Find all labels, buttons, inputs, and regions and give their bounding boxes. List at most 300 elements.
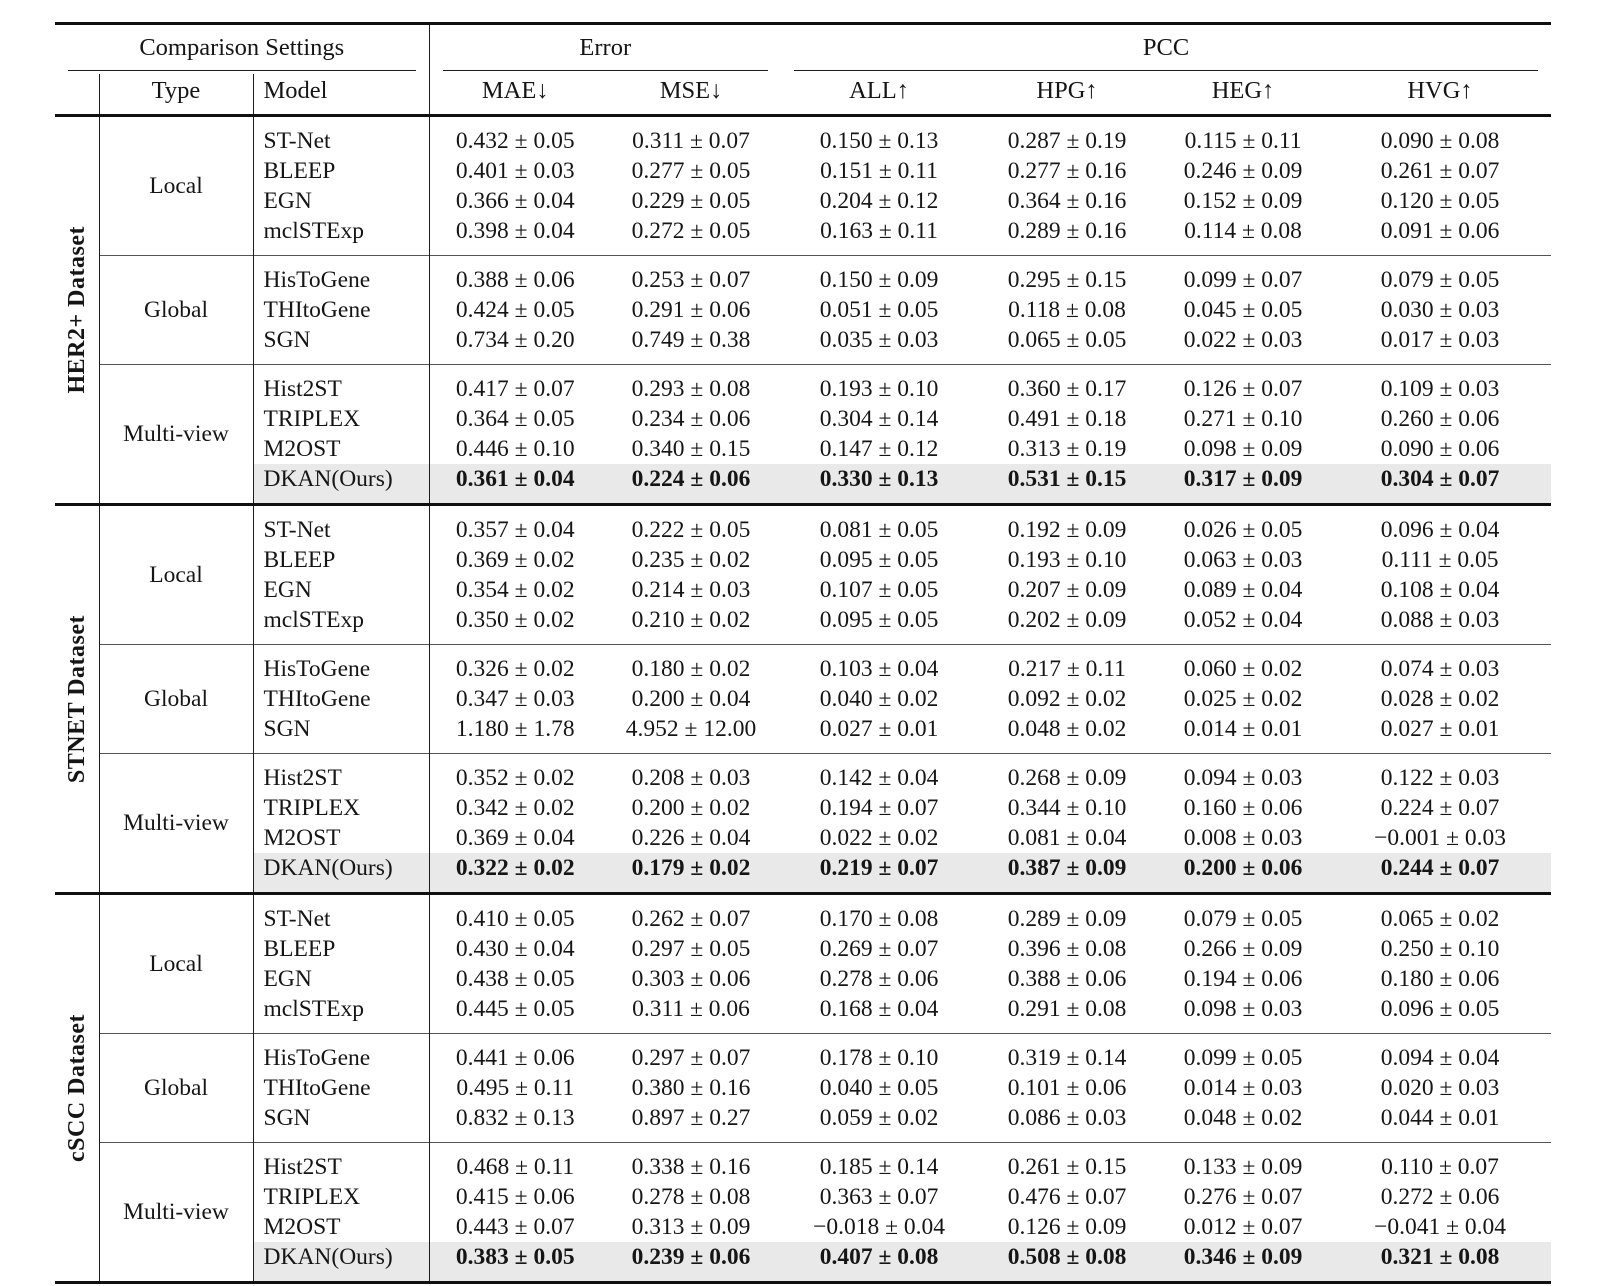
- value-cell: 0.443 ± 0.07: [429, 1212, 601, 1242]
- value-cell: 0.224 ± 0.07: [1380, 795, 1500, 821]
- value-cell: 0.114 ± 0.08: [1184, 218, 1302, 244]
- type-cell: Local: [99, 894, 253, 1034]
- type-cell: Local: [99, 505, 253, 645]
- results-table: [55, 22, 1551, 1284]
- header-error: Error: [429, 24, 781, 67]
- value-cell: 0.079 ± 0.05: [1183, 906, 1303, 932]
- value-cell: 0.217 ± 0.11: [977, 645, 1157, 685]
- value-cell: 0.396 ± 0.08: [1007, 936, 1127, 962]
- value-cell: 0.239 ± 0.06: [601, 1242, 781, 1283]
- value-cell: 0.388 ± 0.06: [1007, 966, 1127, 992]
- value-cell: 0.246 ± 0.09: [1183, 158, 1303, 184]
- value-cell: 0.214 ± 0.03: [631, 577, 751, 603]
- value-cell: 0.415 ± 0.06: [429, 1182, 601, 1212]
- dataset-section: [55, 505, 1551, 894]
- result-row: [55, 1034, 1551, 1074]
- value-cell: 0.111 ± 0.05: [1381, 547, 1499, 573]
- value-cell: 0.266 ± 0.09: [1183, 936, 1303, 962]
- value-cell: 0.086 ± 0.03: [1007, 1105, 1127, 1131]
- value-cell: 0.289 ± 0.09: [1007, 906, 1127, 932]
- dataset-label: STNET Dataset: [63, 614, 90, 784]
- value-cell: 0.096 ± 0.04: [1380, 517, 1500, 543]
- value-cell: 0.303 ± 0.06: [631, 966, 751, 992]
- value-cell: 0.030 ± 0.03: [1380, 297, 1500, 323]
- model-cell: mclSTExp: [263, 996, 365, 1022]
- value-cell: 0.200 ± 0.04: [631, 686, 751, 712]
- model-cell: THItoGene: [263, 686, 371, 712]
- result-row: [55, 186, 1551, 216]
- value-cell: 0.028 ± 0.02: [1380, 686, 1500, 712]
- value-cell: 0.268 ± 0.09: [977, 754, 1157, 794]
- value-cell: −0.018 ± 0.04: [813, 1214, 945, 1240]
- value-cell: −0.001 ± 0.03: [1374, 825, 1506, 851]
- value-cell: 0.089 ± 0.04: [1183, 577, 1303, 603]
- value-cell: 0.321 ± 0.08: [1329, 1242, 1551, 1283]
- value-cell: 0.022 ± 0.03: [1183, 327, 1303, 353]
- result-row: [55, 714, 1551, 754]
- header-hvg: HVG↑: [1407, 77, 1473, 104]
- value-cell: 0.063 ± 0.03: [1183, 547, 1303, 573]
- value-cell: 0.133 ± 0.09: [1157, 1143, 1329, 1183]
- value-cell: 0.311 ± 0.06: [632, 996, 750, 1022]
- result-row: [55, 894, 1551, 935]
- result-row: [55, 404, 1551, 434]
- result-row: [55, 256, 1551, 296]
- value-cell: 0.401 ± 0.03: [429, 156, 601, 186]
- dataset-section: [55, 894, 1551, 1283]
- value-cell: 0.110 ± 0.07: [1329, 1143, 1551, 1183]
- value-cell: 0.342 ± 0.02: [429, 793, 601, 823]
- value-cell: 0.311 ± 0.07: [632, 128, 750, 154]
- model-cell: EGN: [263, 577, 312, 603]
- model-cell: THItoGene: [263, 1075, 371, 1101]
- value-cell: 0.347 ± 0.03: [429, 684, 601, 714]
- result-row: [55, 216, 1551, 256]
- value-cell: 0.020 ± 0.03: [1380, 1075, 1500, 1101]
- result-row: [55, 1103, 1551, 1143]
- value-cell: 0.363 ± 0.07: [819, 1184, 939, 1210]
- result-row: [55, 1073, 1551, 1103]
- midrule-pcc: [781, 66, 1551, 74]
- value-cell: 0.226 ± 0.04: [631, 825, 751, 851]
- value-cell: 0.261 ± 0.15: [977, 1143, 1157, 1183]
- value-cell: 0.495 ± 0.11: [429, 1073, 601, 1103]
- value-cell: 0.045 ± 0.05: [1183, 297, 1303, 323]
- value-cell: 0.115 ± 0.11: [1184, 128, 1302, 154]
- value-cell: 0.095 ± 0.05: [819, 547, 939, 573]
- result-row: [55, 156, 1551, 186]
- value-cell: 0.734 ± 0.20: [429, 325, 601, 365]
- highlighted-result-row: [55, 1242, 1551, 1283]
- value-cell: 0.438 ± 0.05: [429, 964, 601, 994]
- result-row: [55, 934, 1551, 964]
- value-cell: 0.090 ± 0.08: [1380, 128, 1500, 154]
- value-cell: 0.424 ± 0.05: [429, 295, 601, 325]
- value-cell: 0.027 ± 0.01: [819, 716, 939, 742]
- value-cell: 0.150 ± 0.09: [781, 256, 977, 296]
- value-cell: 0.297 ± 0.07: [601, 1034, 781, 1074]
- value-cell: 0.179 ± 0.02: [601, 853, 781, 894]
- value-cell: 0.098 ± 0.03: [1183, 996, 1303, 1022]
- value-cell: 0.383 ± 0.05: [429, 1242, 601, 1283]
- model-cell: Hist2ST: [253, 365, 429, 405]
- value-cell: 0.178 ± 0.10: [781, 1034, 977, 1074]
- value-cell: 0.025 ± 0.02: [1183, 686, 1303, 712]
- result-row: [55, 684, 1551, 714]
- value-cell: 0.180 ± 0.06: [1380, 966, 1500, 992]
- result-row: [55, 1182, 1551, 1212]
- value-cell: 0.508 ± 0.08: [977, 1242, 1157, 1283]
- value-cell: 0.095 ± 0.05: [819, 607, 939, 633]
- value-cell: 0.044 ± 0.01: [1380, 1105, 1500, 1131]
- value-cell: 0.193 ± 0.10: [781, 365, 977, 405]
- value-cell: 0.035 ± 0.03: [819, 327, 939, 353]
- value-cell: 0.326 ± 0.02: [429, 645, 601, 685]
- value-cell: 0.410 ± 0.05: [429, 894, 601, 935]
- value-cell: 0.052 ± 0.04: [1183, 607, 1303, 633]
- value-cell: 0.277 ± 0.05: [631, 158, 751, 184]
- model-cell: DKAN(Ours): [253, 853, 429, 894]
- header-mse: MSE↓: [659, 77, 723, 104]
- value-cell: 0.126 ± 0.09: [1007, 1214, 1127, 1240]
- value-cell: 0.244 ± 0.07: [1329, 853, 1551, 894]
- value-cell: 0.222 ± 0.05: [631, 517, 751, 543]
- dataset-section: [55, 116, 1551, 505]
- value-cell: 0.103 ± 0.04: [781, 645, 977, 685]
- value-cell: 0.322 ± 0.02: [429, 853, 601, 894]
- midrule-error: [429, 66, 781, 74]
- value-cell: 0.094 ± 0.04: [1329, 1034, 1551, 1074]
- value-cell: 0.091 ± 0.06: [1380, 218, 1500, 244]
- value-cell: 0.491 ± 0.18: [1007, 406, 1127, 432]
- midrule-comparison: [55, 66, 429, 74]
- value-cell: 0.040 ± 0.05: [819, 1075, 939, 1101]
- value-cell: 0.272 ± 0.05: [631, 218, 751, 244]
- value-cell: 0.224 ± 0.06: [601, 464, 781, 505]
- value-cell: 0.204 ± 0.12: [819, 188, 939, 214]
- value-cell: 0.194 ± 0.06: [1183, 966, 1303, 992]
- value-cell: 0.059 ± 0.02: [819, 1105, 939, 1131]
- value-cell: 0.289 ± 0.16: [1007, 218, 1127, 244]
- value-cell: 0.168 ± 0.04: [819, 996, 939, 1022]
- model-cell: DKAN(Ours): [253, 1242, 429, 1283]
- model-cell: TRIPLEX: [263, 406, 361, 432]
- type-cell: Global: [99, 1034, 253, 1143]
- value-cell: 0.094 ± 0.03: [1157, 754, 1329, 794]
- value-cell: 0.040 ± 0.02: [819, 686, 939, 712]
- value-cell: 0.269 ± 0.07: [819, 936, 939, 962]
- table-header: [55, 24, 1551, 116]
- value-cell: 0.060 ± 0.02: [1157, 645, 1329, 685]
- midrule-line: [68, 70, 416, 71]
- value-cell: 0.170 ± 0.08: [819, 906, 939, 932]
- value-cell: 0.317 ± 0.09: [1157, 464, 1329, 505]
- header-dataset-spacer: [55, 74, 99, 116]
- value-cell: 0.090 ± 0.06: [1380, 436, 1500, 462]
- value-cell: 0.271 ± 0.10: [1183, 406, 1303, 432]
- header-midrule-row: [55, 66, 1551, 74]
- value-cell: 0.291 ± 0.06: [631, 297, 751, 323]
- header-group-row: [55, 24, 1551, 67]
- value-cell: 0.014 ± 0.03: [1183, 1075, 1303, 1101]
- value-cell: 0.099 ± 0.07: [1157, 256, 1329, 296]
- value-cell: 0.369 ± 0.02: [429, 545, 601, 575]
- header-pcc: PCC: [1142, 34, 1190, 61]
- value-cell: 0.832 ± 0.13: [429, 1103, 601, 1143]
- value-cell: 0.441 ± 0.06: [429, 1034, 601, 1074]
- value-cell: 0.360 ± 0.17: [977, 365, 1157, 405]
- dataset-label-cell: [55, 116, 99, 505]
- value-cell: 0.048 ± 0.02: [1183, 1105, 1303, 1131]
- value-cell: 0.109 ± 0.03: [1329, 365, 1551, 405]
- result-row: [55, 645, 1551, 685]
- header-all: ALL↑: [849, 77, 909, 104]
- value-cell: 0.354 ± 0.02: [429, 575, 601, 605]
- type-cell: Multi-view: [99, 365, 253, 505]
- value-cell: 0.304 ± 0.14: [819, 406, 939, 432]
- model-cell: M2OST: [263, 436, 341, 462]
- value-cell: 0.445 ± 0.05: [429, 994, 601, 1034]
- value-cell: 0.261 ± 0.07: [1380, 158, 1500, 184]
- value-cell: 0.260 ± 0.06: [1380, 406, 1500, 432]
- value-cell: 0.120 ± 0.05: [1380, 188, 1500, 214]
- value-cell: 0.446 ± 0.10: [429, 434, 601, 464]
- value-cell: 0.122 ± 0.03: [1329, 754, 1551, 794]
- value-cell: 0.180 ± 0.02: [601, 645, 781, 685]
- value-cell: 0.304 ± 0.07: [1329, 464, 1551, 505]
- value-cell: 0.897 ± 0.27: [631, 1105, 751, 1131]
- value-cell: 0.099 ± 0.05: [1157, 1034, 1329, 1074]
- result-row: [55, 1143, 1551, 1183]
- value-cell: 0.126 ± 0.07: [1157, 365, 1329, 405]
- value-cell: 0.350 ± 0.02: [429, 605, 601, 645]
- header-type: Type: [99, 74, 253, 116]
- value-cell: 0.352 ± 0.02: [429, 754, 601, 794]
- result-row: [55, 365, 1551, 405]
- result-row: [55, 116, 1551, 157]
- model-cell: ST-Net: [263, 517, 331, 543]
- model-cell: THItoGene: [263, 297, 371, 323]
- value-cell: 0.208 ± 0.03: [601, 754, 781, 794]
- result-row: [55, 964, 1551, 994]
- value-cell: 0.407 ± 0.08: [781, 1242, 977, 1283]
- value-cell: 0.092 ± 0.02: [1007, 686, 1127, 712]
- value-cell: 0.017 ± 0.03: [1380, 327, 1500, 353]
- value-cell: 0.262 ± 0.07: [631, 906, 751, 932]
- result-row: [55, 434, 1551, 464]
- value-cell: 0.291 ± 0.08: [1007, 996, 1127, 1022]
- value-cell: −0.041 ± 0.04: [1374, 1214, 1506, 1240]
- value-cell: 0.287 ± 0.19: [1007, 128, 1127, 154]
- model-cell: BLEEP: [263, 158, 336, 184]
- model-cell: TRIPLEX: [263, 1184, 361, 1210]
- dataset-label: cSCC Dataset: [63, 1014, 90, 1162]
- header-columns-row: [55, 74, 1551, 116]
- value-cell: 0.160 ± 0.06: [1183, 795, 1303, 821]
- result-row: [55, 545, 1551, 575]
- header-hpg: HPG↑: [1036, 77, 1098, 104]
- model-cell: HisToGene: [253, 645, 429, 685]
- value-cell: 0.079 ± 0.05: [1329, 256, 1551, 296]
- value-cell: 0.330 ± 0.13: [781, 464, 977, 505]
- model-cell: ST-Net: [263, 906, 331, 932]
- model-cell: DKAN(Ours): [253, 464, 429, 505]
- type-cell: Local: [99, 116, 253, 256]
- value-cell: 0.193 ± 0.10: [1007, 547, 1127, 573]
- value-cell: 0.276 ± 0.07: [1183, 1184, 1303, 1210]
- value-cell: 0.340 ± 0.15: [631, 436, 751, 462]
- value-cell: 0.008 ± 0.03: [1183, 825, 1303, 851]
- type-cell: Global: [99, 256, 253, 365]
- model-cell: ST-Net: [263, 128, 331, 154]
- value-cell: 0.081 ± 0.04: [1007, 825, 1127, 851]
- value-cell: 0.369 ± 0.04: [429, 823, 601, 853]
- value-cell: 0.346 ± 0.09: [1157, 1242, 1329, 1283]
- value-cell: 0.108 ± 0.04: [1380, 577, 1500, 603]
- model-cell: mclSTExp: [263, 218, 365, 244]
- result-row: [55, 505, 1551, 546]
- model-cell: Hist2ST: [253, 754, 429, 794]
- value-cell: 0.219 ± 0.07: [781, 853, 977, 894]
- value-cell: 0.207 ± 0.09: [1007, 577, 1127, 603]
- header-comparison-settings: Comparison Settings: [139, 34, 345, 61]
- value-cell: 0.417 ± 0.07: [429, 365, 601, 405]
- model-cell: SGN: [263, 1105, 311, 1131]
- value-cell: 0.253 ± 0.07: [601, 256, 781, 296]
- header-heg: HEG↑: [1211, 77, 1275, 104]
- model-cell: TRIPLEX: [263, 795, 361, 821]
- value-cell: 0.361 ± 0.04: [429, 464, 601, 505]
- value-cell: 0.234 ± 0.06: [631, 406, 751, 432]
- dataset-label-cell: [55, 505, 99, 894]
- value-cell: 0.147 ± 0.12: [819, 436, 939, 462]
- value-cell: 0.364 ± 0.16: [1007, 188, 1127, 214]
- value-cell: 0.235 ± 0.02: [631, 547, 751, 573]
- value-cell: 0.151 ± 0.11: [820, 158, 938, 184]
- value-cell: 0.026 ± 0.05: [1183, 517, 1303, 543]
- value-cell: 0.012 ± 0.07: [1183, 1214, 1303, 1240]
- value-cell: 0.278 ± 0.08: [631, 1184, 751, 1210]
- value-cell: 0.388 ± 0.06: [429, 256, 601, 296]
- value-cell: 0.297 ± 0.05: [631, 936, 751, 962]
- result-row: [55, 295, 1551, 325]
- model-cell: mclSTExp: [263, 607, 365, 633]
- value-cell: 0.014 ± 0.01: [1183, 716, 1303, 742]
- value-cell: 0.295 ± 0.15: [977, 256, 1157, 296]
- model-cell: BLEEP: [263, 547, 336, 573]
- value-cell: 0.107 ± 0.05: [819, 577, 939, 603]
- value-cell: 0.398 ± 0.04: [429, 216, 601, 256]
- model-cell: M2OST: [263, 825, 341, 851]
- value-cell: 0.152 ± 0.09: [1183, 188, 1303, 214]
- result-row: [55, 754, 1551, 794]
- value-cell: 0.065 ± 0.05: [1007, 327, 1127, 353]
- value-cell: 1.180 ± 1.78: [429, 714, 601, 754]
- result-row: [55, 325, 1551, 365]
- header-model: Model: [263, 77, 328, 104]
- value-cell: 0.065 ± 0.02: [1380, 906, 1500, 932]
- result-row: [55, 575, 1551, 605]
- header-mae: MAE↓: [429, 74, 601, 116]
- result-row: [55, 1212, 1551, 1242]
- type-cell: Multi-view: [99, 1143, 253, 1283]
- value-cell: 0.118 ± 0.08: [1008, 297, 1126, 323]
- model-cell: EGN: [263, 188, 312, 214]
- value-cell: 0.468 ± 0.11: [429, 1143, 601, 1183]
- value-cell: 0.088 ± 0.03: [1380, 607, 1500, 633]
- value-cell: 0.277 ± 0.16: [1007, 158, 1127, 184]
- value-cell: 0.749 ± 0.38: [631, 327, 751, 353]
- value-cell: 0.150 ± 0.13: [819, 128, 939, 154]
- value-cell: 0.101 ± 0.06: [1007, 1075, 1127, 1101]
- value-cell: 0.313 ± 0.09: [631, 1214, 751, 1240]
- value-cell: 0.250 ± 0.10: [1380, 936, 1500, 962]
- model-cell: HisToGene: [253, 1034, 429, 1074]
- value-cell: 0.344 ± 0.10: [1007, 795, 1127, 821]
- midrule-line: [794, 70, 1538, 71]
- value-cell: 0.022 ± 0.02: [819, 825, 939, 851]
- value-cell: 0.364 ± 0.05: [429, 404, 601, 434]
- value-cell: 0.432 ± 0.05: [429, 116, 601, 157]
- value-cell: 0.192 ± 0.09: [1007, 517, 1127, 543]
- value-cell: 0.278 ± 0.06: [819, 966, 939, 992]
- value-cell: 0.185 ± 0.14: [781, 1143, 977, 1183]
- value-cell: 0.202 ± 0.09: [1007, 607, 1127, 633]
- dataset-label: HER2+ Dataset: [63, 226, 90, 394]
- model-cell: HisToGene: [253, 256, 429, 296]
- value-cell: 0.081 ± 0.05: [819, 517, 939, 543]
- value-cell: 0.319 ± 0.14: [977, 1034, 1157, 1074]
- value-cell: 0.380 ± 0.16: [631, 1075, 751, 1101]
- value-cell: 0.313 ± 0.19: [1007, 436, 1127, 462]
- value-cell: 0.387 ± 0.09: [977, 853, 1157, 894]
- value-cell: 0.200 ± 0.06: [1157, 853, 1329, 894]
- value-cell: 0.210 ± 0.02: [631, 607, 751, 633]
- value-cell: 0.338 ± 0.16: [601, 1143, 781, 1183]
- value-cell: 0.142 ± 0.04: [781, 754, 977, 794]
- value-cell: 4.952 ± 12.00: [625, 716, 757, 742]
- type-cell: Global: [99, 645, 253, 754]
- value-cell: 0.476 ± 0.07: [1007, 1184, 1127, 1210]
- value-cell: 0.163 ± 0.11: [820, 218, 938, 244]
- model-cell: M2OST: [263, 1214, 341, 1240]
- result-row: [55, 994, 1551, 1034]
- dataset-label-cell: [55, 894, 99, 1283]
- value-cell: 0.366 ± 0.04: [429, 186, 601, 216]
- value-cell: 0.096 ± 0.05: [1380, 996, 1500, 1022]
- midrule-line: [443, 70, 769, 71]
- result-row: [55, 823, 1551, 853]
- value-cell: 0.430 ± 0.04: [429, 934, 601, 964]
- value-cell: 0.098 ± 0.09: [1183, 436, 1303, 462]
- value-cell: 0.272 ± 0.06: [1380, 1184, 1500, 1210]
- value-cell: 0.051 ± 0.05: [819, 297, 939, 323]
- value-cell: 0.048 ± 0.02: [1007, 716, 1127, 742]
- model-cell: Hist2ST: [253, 1143, 429, 1183]
- highlighted-result-row: [55, 853, 1551, 894]
- paper-page: [0, 22, 1605, 1286]
- value-cell: 0.194 ± 0.07: [819, 795, 939, 821]
- model-cell: BLEEP: [263, 936, 336, 962]
- model-cell: SGN: [263, 716, 311, 742]
- highlighted-result-row: [55, 464, 1551, 505]
- type-cell: Multi-view: [99, 754, 253, 894]
- value-cell: 0.200 ± 0.02: [631, 795, 751, 821]
- value-cell: 0.027 ± 0.01: [1380, 716, 1500, 742]
- result-row: [55, 605, 1551, 645]
- value-cell: 0.293 ± 0.08: [601, 365, 781, 405]
- value-cell: 0.074 ± 0.03: [1329, 645, 1551, 685]
